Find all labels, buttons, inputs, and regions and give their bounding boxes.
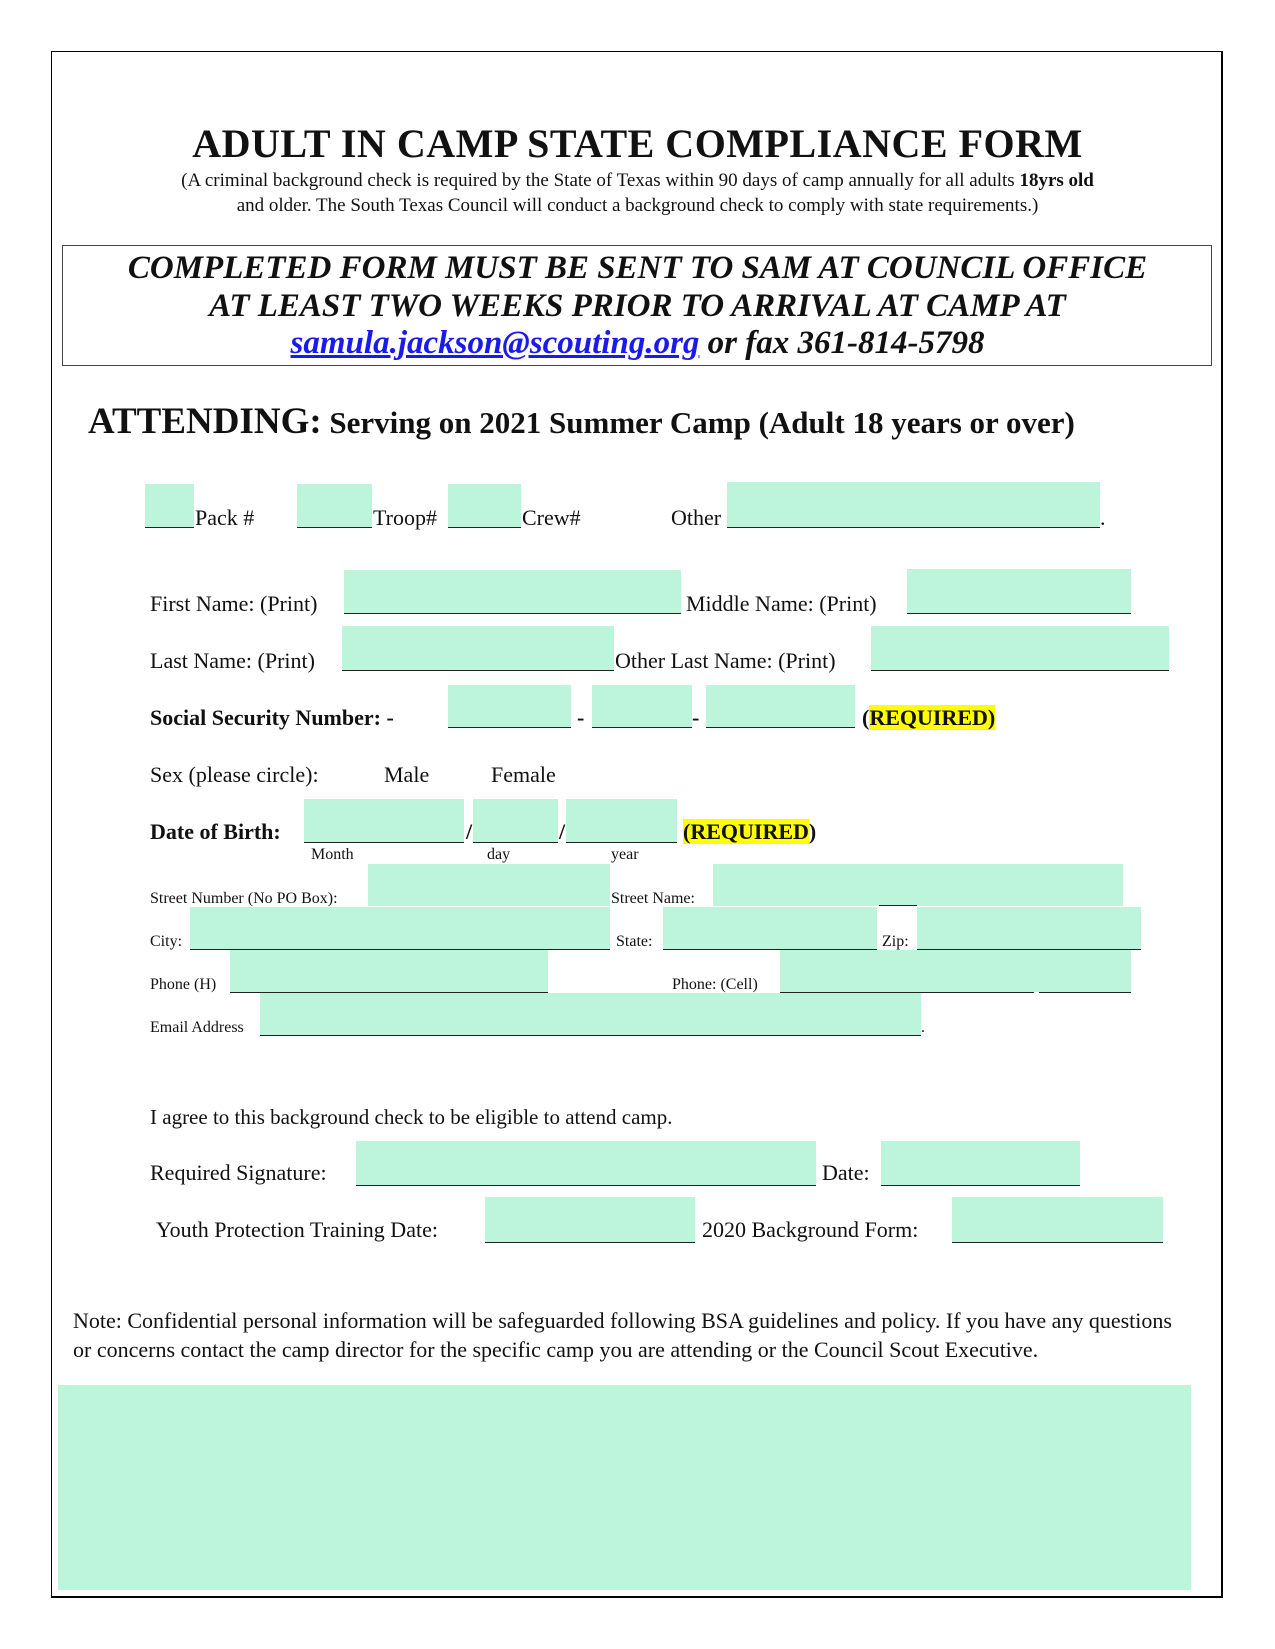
ssn-dash-1: - — [577, 705, 585, 730]
dob-day-line — [473, 842, 558, 843]
dob-slash-1: / — [466, 819, 473, 844]
email-period: . — [921, 1019, 925, 1036]
ypt-date-field[interactable] — [485, 1197, 695, 1242]
street-name-field[interactable] — [713, 864, 1123, 906]
other-last-name-field[interactable] — [871, 626, 1169, 671]
street-number-label: Street Number (No PO Box): — [150, 890, 338, 907]
other-last-name-line — [871, 670, 1169, 671]
notice-line-2: AT LEAST TWO WEEKS PRIOR TO ARRIVAL AT CAMP AT — [209, 288, 1066, 324]
last-name-field[interactable] — [342, 626, 614, 671]
ssn-required-highlight: REQUIRED) — [869, 705, 996, 730]
other-label: Other — [671, 505, 722, 530]
sex-label: Sex (please circle): — [150, 762, 319, 787]
email-field[interactable] — [260, 993, 921, 1035]
pack-number-line — [145, 527, 194, 528]
state-field[interactable] — [663, 907, 877, 949]
dob-year-line — [566, 842, 677, 843]
date-line — [881, 1185, 1080, 1186]
troop-number-line — [297, 527, 372, 528]
subtitle-part-b: and older. The South Texas Council will conduct a background check to comply with state requirements.) — [236, 195, 1039, 216]
last-name-label: Last Name: (Print) — [150, 648, 315, 673]
dob-month-line — [304, 842, 464, 843]
phone-cell-label: Phone: (Cell) — [672, 976, 758, 993]
street-number-field[interactable] — [368, 864, 610, 906]
dob-day-caption: day — [487, 846, 511, 863]
street-name-label: Street Name: — [611, 890, 695, 907]
pack-label: Pack # — [195, 505, 255, 530]
ypt-date-line — [485, 1242, 695, 1243]
dob-label: Date of Birth: — [150, 819, 281, 844]
crew-number-field[interactable] — [448, 484, 521, 528]
dob-year-caption: year — [611, 846, 639, 863]
date-label: Date: — [822, 1160, 870, 1185]
signature-label: Required Signature: — [150, 1160, 327, 1185]
ssn-required-paren: ( — [862, 705, 870, 730]
ssn-label: Social Security Number: - — [150, 705, 394, 730]
troop-label: Troop# — [373, 505, 437, 530]
dob-year-field[interactable] — [566, 799, 677, 843]
attending-heading — [88, 400, 1075, 443]
dob-slash-2: / — [559, 819, 566, 844]
other-unit-line — [727, 527, 1100, 528]
ssn-part1-field[interactable] — [448, 685, 571, 728]
bg-form-label: 2020 Background Form: — [702, 1217, 919, 1242]
email-label: Email Address — [150, 1019, 244, 1036]
middle-name-line — [907, 613, 1131, 614]
dob-required-highlight: (REQUIRED — [683, 819, 809, 844]
phone-cell-line-2 — [1039, 992, 1131, 993]
zip-field[interactable] — [917, 907, 1141, 949]
form-title: ADULT IN CAMP STATE COMPLIANCE FORM — [192, 121, 1083, 166]
subtitle-bold: 18yrs old — [1019, 170, 1094, 191]
date-field[interactable] — [881, 1141, 1080, 1185]
form-subtitle — [60, 168, 1215, 218]
dob-month-caption: Month — [311, 846, 354, 863]
agreement-text: I agree to this background check to be eligible to attend camp. — [150, 1105, 673, 1129]
phone-home-field[interactable] — [230, 950, 548, 992]
email-line — [260, 1035, 921, 1036]
ypt-date-label: Youth Protection Training Date: — [156, 1217, 438, 1242]
ssn-dash-2: - — [692, 705, 700, 730]
other-period: . — [1100, 505, 1106, 530]
first-name-label: First Name: (Print) — [150, 591, 318, 616]
crew-label: Crew# — [522, 505, 581, 530]
middle-name-field[interactable] — [907, 569, 1131, 614]
bg-form-field[interactable] — [952, 1197, 1163, 1242]
ssn-part1-line — [448, 727, 571, 728]
fax-text: or fax 361-814-5798 — [699, 325, 985, 361]
dob-required — [683, 819, 816, 845]
attending-label: ATTENDING: — [88, 401, 322, 442]
first-name-field[interactable] — [344, 570, 681, 614]
dob-required-paren: ) — [808, 819, 817, 844]
subtitle-part-a: (A criminal background check is required by the State of Texas within 90 days of camp annually for all adults — [181, 170, 1020, 191]
state-label: State: — [616, 933, 653, 950]
office-use-field[interactable] — [58, 1385, 1191, 1590]
ssn-part2-field[interactable] — [592, 685, 692, 728]
phone-cell-field[interactable] — [780, 950, 1131, 992]
phone-home-label: Phone (H) — [150, 976, 217, 993]
ssn-part2-line — [592, 727, 692, 728]
confidentiality-note: Note: Confidential personal information will be safeguarded following BSA guidelines and policy. If you have any questions or concerns contact the camp director for the specific camp you are attending or the Council Scout Executive. — [73, 1308, 1172, 1362]
signature-field[interactable] — [356, 1141, 816, 1185]
attending-text: Serving on 2021 Summer Camp (Adult 18 years or over) — [321, 405, 1075, 440]
dob-day-field[interactable] — [473, 799, 558, 843]
first-name-line — [344, 613, 681, 614]
sex-option-male[interactable]: Male — [384, 762, 430, 787]
pack-number-field[interactable] — [145, 484, 194, 528]
notice-line-3 — [0, 325, 1275, 362]
city-field[interactable] — [190, 907, 610, 949]
email-link[interactable]: samula.jackson@scouting.org — [290, 325, 700, 361]
street-name-line — [879, 905, 917, 906]
ssn-part3-field[interactable] — [706, 685, 855, 728]
other-unit-field[interactable] — [727, 482, 1100, 528]
bg-form-line — [952, 1242, 1163, 1243]
signature-line — [356, 1185, 816, 1186]
middle-name-label: Middle Name: (Print) — [686, 591, 877, 616]
dob-month-field[interactable] — [304, 799, 464, 843]
sex-option-female[interactable]: Female — [491, 762, 556, 787]
last-name-line — [342, 670, 614, 671]
other-last-name-label: Other Last Name: (Print) — [615, 648, 836, 673]
zip-label: Zip: — [882, 933, 909, 950]
notice-line-1: COMPLETED FORM MUST BE SENT TO SAM AT COUNCIL OFFICE — [127, 250, 1148, 286]
troop-number-field[interactable] — [297, 484, 372, 528]
city-label: City: — [150, 933, 183, 950]
ssn-required — [862, 705, 995, 731]
crew-number-line — [448, 527, 521, 528]
ssn-part3-line — [706, 727, 855, 728]
